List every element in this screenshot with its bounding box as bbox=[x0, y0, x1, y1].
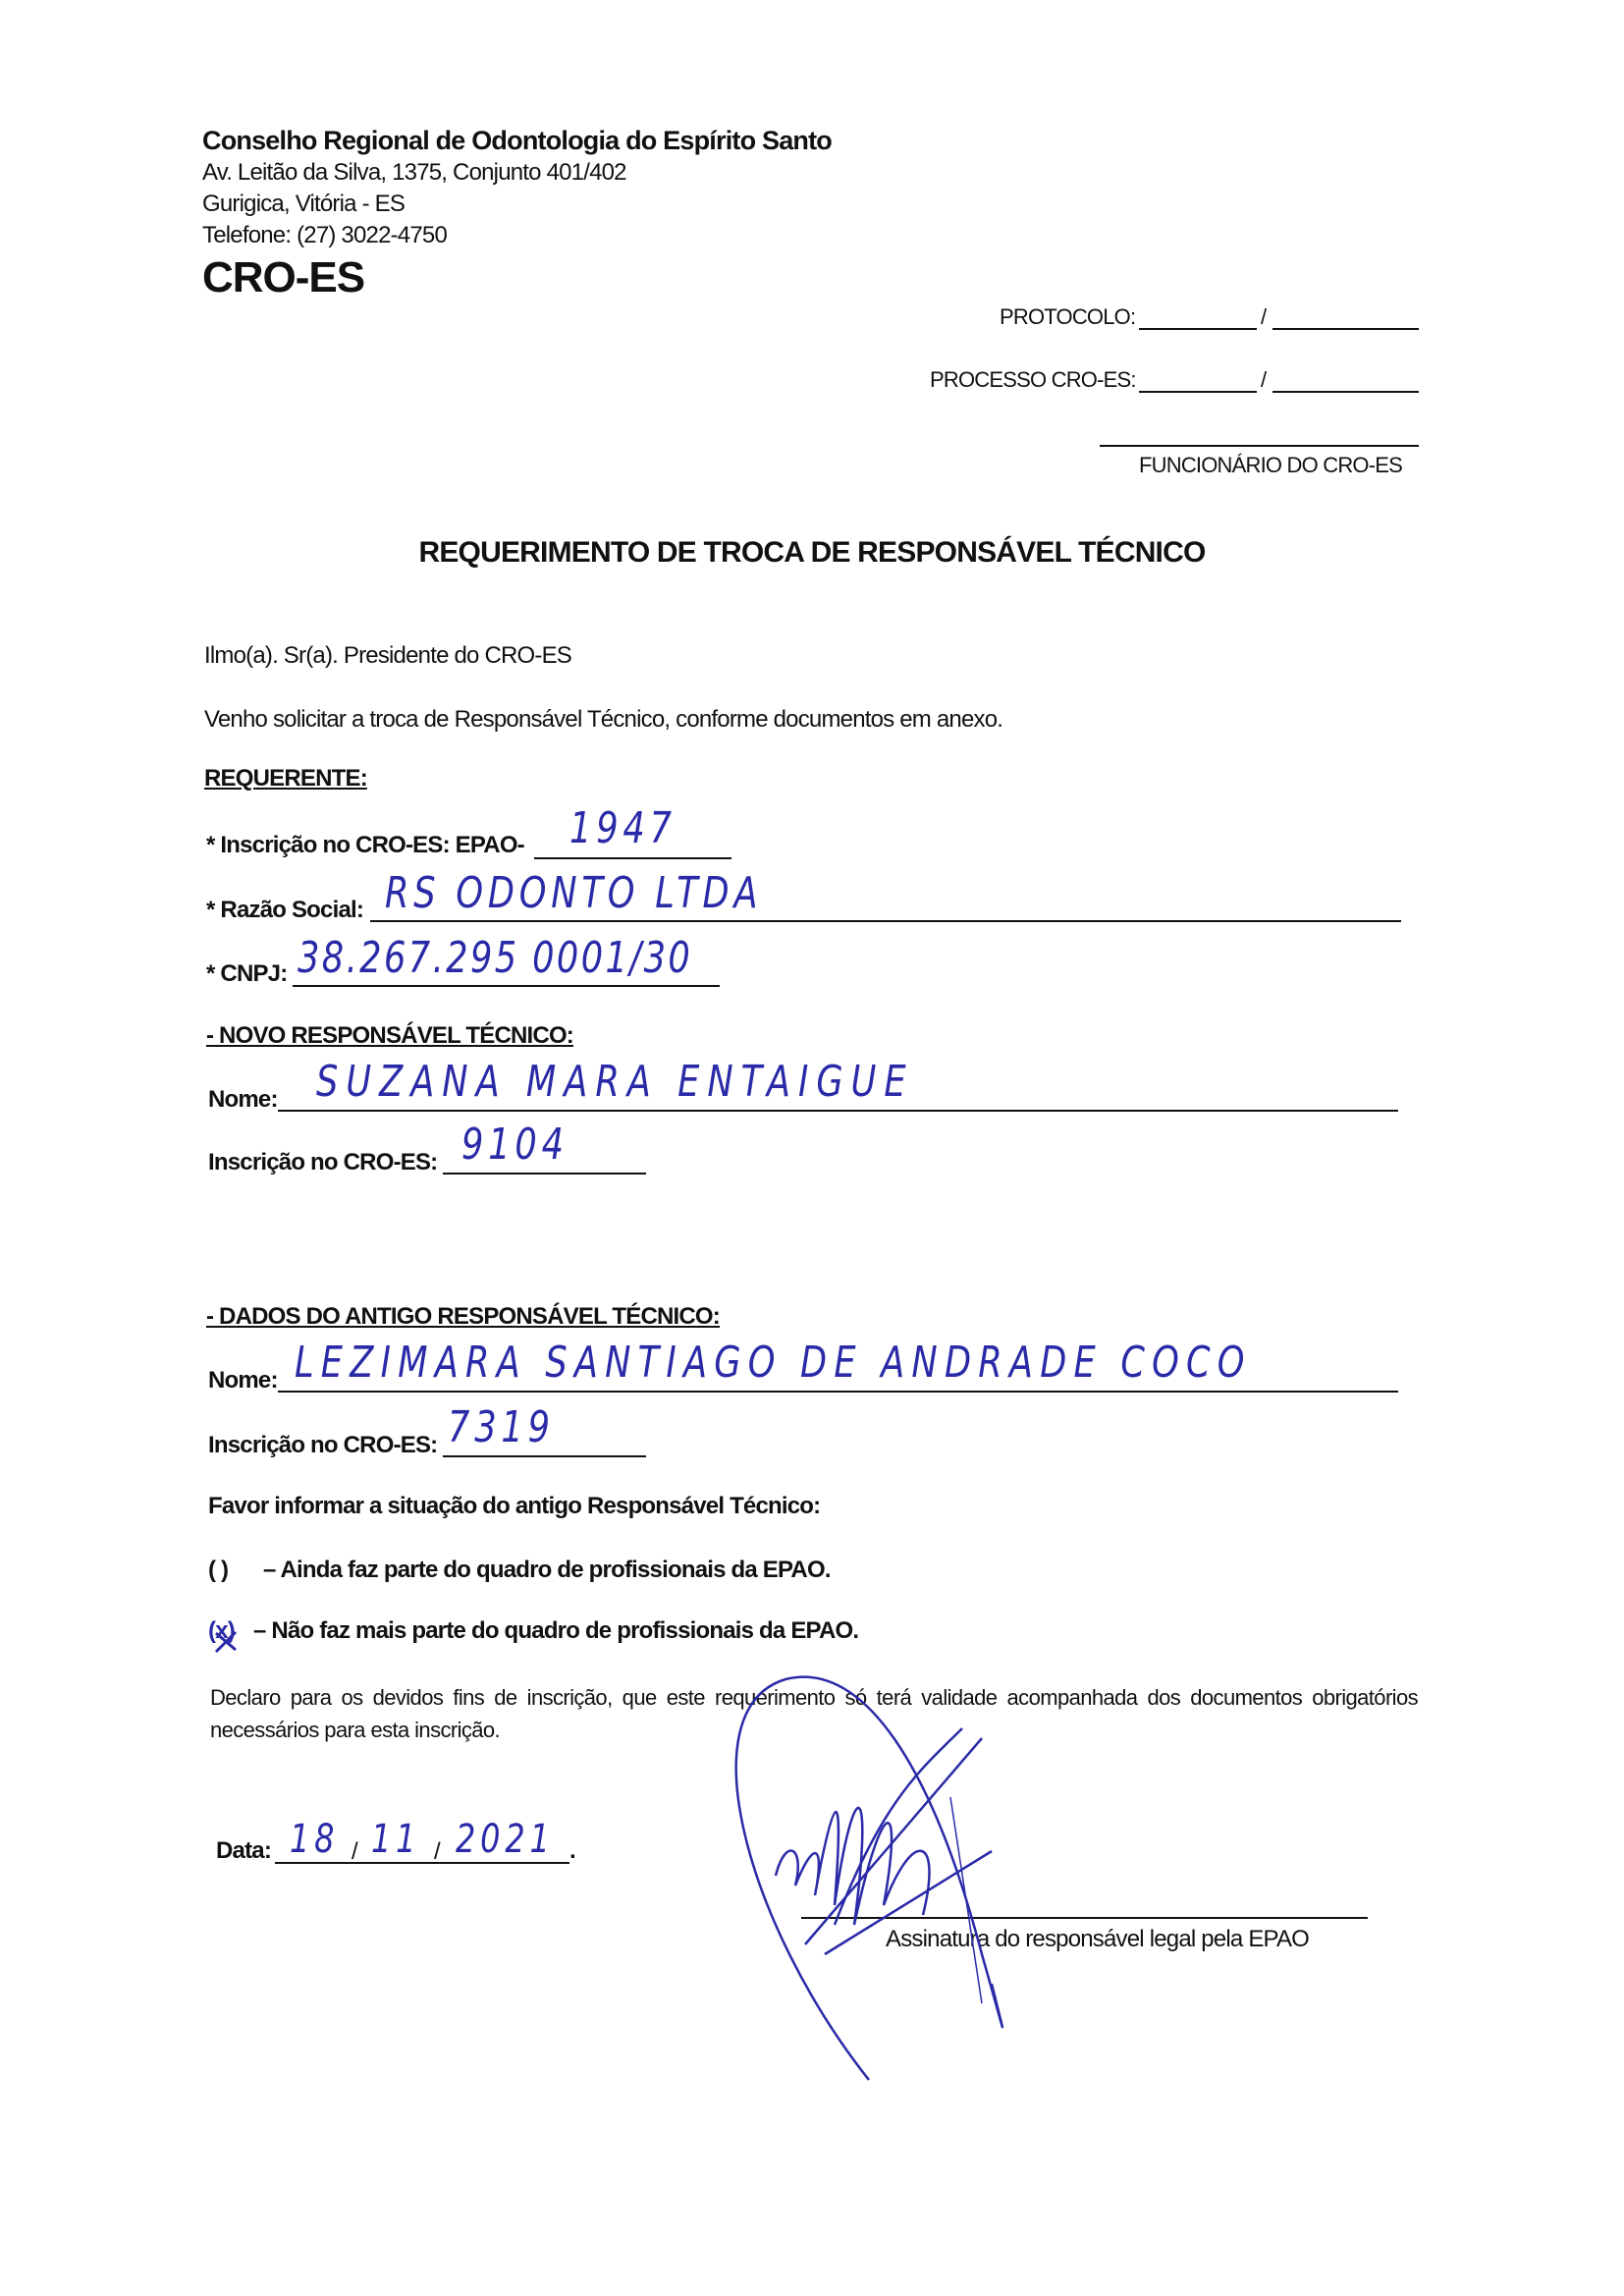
date-sep-2: / bbox=[434, 1838, 440, 1865]
protocolo-slash: / bbox=[1261, 304, 1267, 329]
antigo-rt-heading: - DADOS DO ANTIGO RESPONSÁVEL TÉCNICO: bbox=[206, 1303, 720, 1330]
antigo-rt-nome-value[interactable]: LEZIMARA SANTIAGO DE ANDRADE COCO bbox=[295, 1338, 1252, 1388]
option-nao-faz-parte-label: – Não faz mais parte do quadro de profissionais da EPAO. bbox=[253, 1617, 859, 1644]
antigo-rt-nome-label: Nome: bbox=[208, 1367, 278, 1394]
inscricao-epao-label: * Inscrição no CRO-ES: EPAO- bbox=[206, 832, 524, 858]
novo-rt-nome-value[interactable]: SUZANA MARA ENTAIGUE bbox=[316, 1057, 914, 1107]
novo-rt-inscricao-value[interactable]: 9104 bbox=[461, 1120, 568, 1170]
novo-rt-inscricao-label: Inscrição no CRO-ES: bbox=[208, 1149, 438, 1175]
razao-social-value[interactable]: RS ODONTO LTDA bbox=[385, 868, 763, 918]
declaration-text: Declaro para os devidos fins de inscrição, que este requerimento só terá validade acompanhada dos documentos obrigatórios necessários para esta inscrição. bbox=[210, 1685, 1418, 1742]
salutation: Ilmo(a). Sr(a). Presidente do CRO-ES bbox=[204, 642, 571, 669]
page-title: REQUERIMENTO DE TROCA DE RESPONSÁVEL TÉCNICO bbox=[418, 536, 1206, 569]
option-ainda-faz-parte-checkbox[interactable]: ( ) bbox=[208, 1557, 229, 1583]
address-line2: Gurigica, Vitória - ES bbox=[202, 191, 406, 217]
cnpj-value[interactable]: 38.267.295 0001/30 bbox=[298, 933, 693, 983]
funcionario-label: FUNCIONÁRIO DO CRO-ES bbox=[1139, 453, 1402, 477]
option-nao-faz-parte-checkbox[interactable]: (x) bbox=[208, 1617, 235, 1644]
inscricao-epao-value[interactable]: 1947 bbox=[569, 803, 677, 853]
date-label: Data: bbox=[216, 1837, 272, 1864]
date-sep-1: / bbox=[352, 1838, 357, 1865]
requerente-heading: REQUERENTE: bbox=[204, 765, 367, 792]
date-month[interactable]: 11 bbox=[371, 1817, 421, 1862]
novo-rt-nome-label: Nome: bbox=[208, 1086, 278, 1113]
date-year[interactable]: 2021 bbox=[456, 1817, 555, 1862]
acronym: CRO-ES bbox=[202, 253, 365, 301]
address-line1: Av. Leitão da Silva, 1375, Conjunto 401/402 bbox=[202, 159, 626, 186]
cnpj-label: * CNPJ: bbox=[206, 960, 288, 987]
antigo-rt-inscricao-label: Inscrição no CRO-ES: bbox=[208, 1432, 438, 1458]
situacao-question: Favor informar a situação do antigo Responsável Técnico: bbox=[208, 1493, 821, 1519]
razao-social-label: * Razão Social: bbox=[206, 897, 364, 923]
processo-slash: / bbox=[1261, 367, 1267, 392]
processo-label: PROCESSO CRO-ES: bbox=[930, 367, 1136, 392]
date-day[interactable]: 18 bbox=[290, 1817, 340, 1862]
date-end: . bbox=[569, 1837, 575, 1864]
novo-rt-heading: - NOVO RESPONSÁVEL TÉCNICO: bbox=[206, 1022, 574, 1049]
option-ainda-faz-parte-label: – Ainda faz parte do quadro de profissionais da EPAO. bbox=[263, 1557, 831, 1583]
phone: Telefone: (27) 3022-4750 bbox=[202, 222, 447, 248]
antigo-rt-inscricao-value[interactable]: 7319 bbox=[448, 1402, 555, 1452]
signature-label: Assinatura do responsável legal pela EPAO bbox=[886, 1926, 1310, 1952]
org-name: Conselho Regional de Odontologia do Espírito Santo bbox=[202, 126, 832, 155]
intro-text: Venho solicitar a troca de Responsável Técnico, conforme documentos em anexo. bbox=[204, 706, 1003, 733]
protocolo-label: PROTOCOLO: bbox=[1000, 304, 1136, 329]
